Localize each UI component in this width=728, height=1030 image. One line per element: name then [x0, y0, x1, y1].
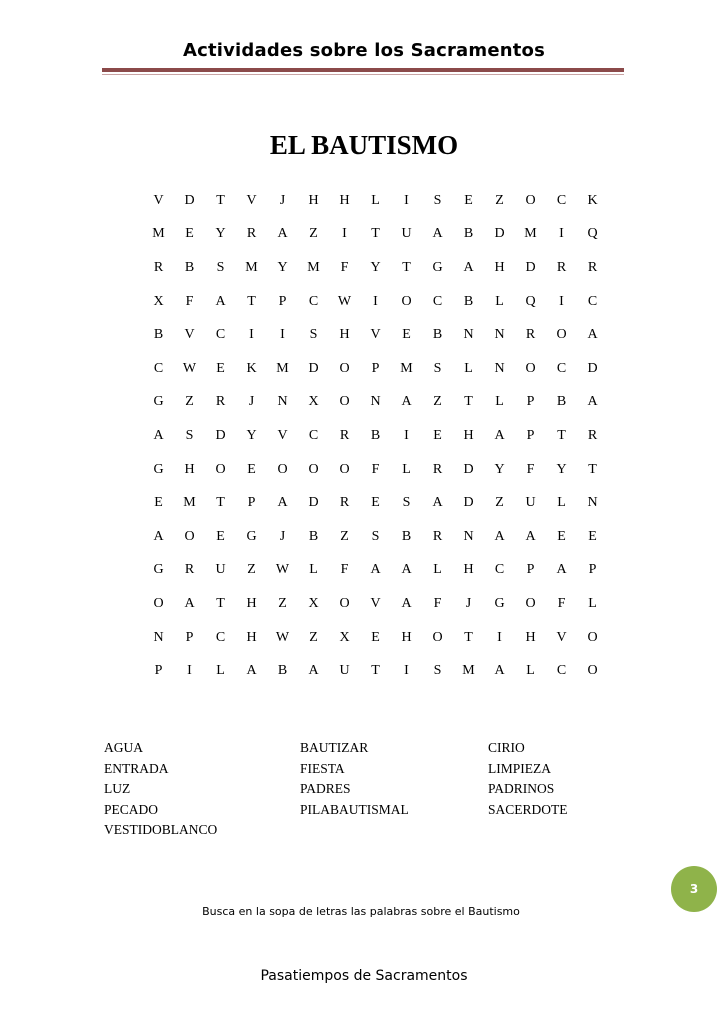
word-list-column-2	[300, 738, 409, 820]
grid-cell: C	[556, 360, 567, 376]
grid-cell: X	[153, 293, 164, 309]
grid-cell: N	[153, 629, 164, 645]
grid-cell: R	[432, 528, 443, 544]
grid-cell: E	[247, 461, 256, 477]
grid-cell: I	[559, 226, 564, 242]
grid-cell: R	[339, 495, 350, 511]
grid-cell: D	[463, 461, 474, 477]
grid-cell: M	[524, 226, 537, 242]
grid-cell: N	[463, 327, 474, 343]
grid-cell: C	[215, 629, 226, 645]
grid-cell: A	[587, 394, 598, 410]
grid-cell: N	[463, 528, 474, 544]
grid-cell: P	[247, 495, 256, 511]
grid-cell: A	[246, 663, 257, 679]
grid-cell: A	[153, 427, 164, 443]
grid-cell: F	[340, 259, 349, 275]
word-list-item: SACERDOTE	[488, 801, 568, 817]
grid-cell: V	[153, 192, 164, 208]
word-list-item: PILABAUTISMAL	[300, 801, 409, 817]
grid-cell: O	[587, 629, 598, 645]
grid-cell: O	[184, 528, 195, 544]
word-list-item: LUZ	[104, 781, 131, 796]
grid-cell: G	[432, 259, 443, 275]
word-list-column-1	[104, 738, 217, 841]
grid-cell: T	[216, 192, 225, 208]
grid-cell: V	[184, 327, 195, 343]
grid-cell: L	[371, 192, 380, 208]
grid-cell: Z	[247, 562, 256, 578]
grid-cell: L	[433, 562, 442, 578]
grid-cell: O	[339, 394, 350, 410]
grid-cell: N	[587, 495, 598, 511]
grid-cell: R	[246, 226, 257, 242]
grid-cell: D	[463, 495, 474, 511]
grid-cell: Y	[556, 461, 567, 477]
grid-cell: B	[184, 259, 195, 275]
footer-text: Pasatiempos de Sacramentos	[260, 968, 468, 984]
grid-cell: O	[339, 595, 350, 611]
grid-cell: A	[494, 427, 505, 443]
grid-cell: N	[370, 394, 381, 410]
grid-cell: I	[280, 327, 285, 343]
grid-cell: U	[401, 226, 412, 242]
grid-cell: R	[339, 427, 350, 443]
grid-cell: C	[308, 293, 319, 309]
grid-cell: Y	[246, 427, 257, 443]
grid-cell: A	[494, 528, 505, 544]
grid-cell: E	[371, 629, 380, 645]
grid-cell: R	[556, 259, 567, 275]
grid-cell: C	[556, 192, 567, 208]
grid-cell: I	[342, 226, 347, 242]
grid-cell: M	[152, 226, 165, 242]
grid-cell: Z	[433, 394, 442, 410]
grid-cell: B	[401, 528, 412, 544]
grid-cell: S	[433, 360, 442, 376]
grid-cell: Z	[309, 629, 318, 645]
grid-cell: P	[526, 562, 535, 578]
grid-cell: L	[495, 394, 504, 410]
word-list-item: PADRINOS	[488, 781, 555, 796]
grid-cell: R	[153, 259, 164, 275]
grid-cell: B	[370, 427, 381, 443]
grid-cell: H	[463, 562, 474, 578]
grid-cell: E	[371, 495, 380, 511]
grid-cell: L	[309, 562, 318, 578]
grid-cell: D	[308, 360, 319, 376]
grid-cell: O	[401, 293, 412, 309]
grid-cell: F	[185, 293, 194, 309]
grid-cell: H	[401, 629, 412, 645]
grid-cell: G	[153, 461, 164, 477]
grid-cell: Z	[340, 528, 349, 544]
grid-cell: T	[464, 394, 473, 410]
grid-cell: L	[216, 663, 225, 679]
grid-cell: R	[587, 427, 598, 443]
grid-cell: X	[308, 595, 319, 611]
grid-cell: S	[371, 528, 380, 544]
grid-cell: D	[587, 360, 598, 376]
grid-cell: N	[494, 360, 505, 376]
grid-cell: S	[309, 327, 318, 343]
grid-cell: O	[525, 192, 536, 208]
grid-cell: A	[525, 528, 536, 544]
grid-cell: A	[153, 528, 164, 544]
grid-cell: U	[215, 562, 226, 578]
header-rule-thick	[102, 68, 624, 72]
grid-cell: Z	[309, 226, 318, 242]
grid-cell: T	[402, 259, 411, 275]
grid-cell: B	[463, 226, 474, 242]
grid-cell: Y	[215, 226, 226, 242]
grid-cell: V	[277, 427, 288, 443]
word-list-item: VESTIDOBLANCO	[104, 822, 218, 837]
grid-cell: H	[339, 327, 350, 343]
grid-cell: F	[433, 595, 442, 611]
grid-cell: H	[494, 259, 505, 275]
grid-cell: T	[216, 495, 225, 511]
grid-cell: C	[556, 663, 567, 679]
grid-cell: E	[433, 427, 442, 443]
grid-cell: L	[402, 461, 411, 477]
grid-cell: R	[525, 327, 536, 343]
grid-cell: O	[339, 360, 350, 376]
grid-cell: H	[246, 595, 257, 611]
grid-cell: F	[371, 461, 380, 477]
grid-cell: H	[525, 629, 536, 645]
word-list-item: PADRES	[300, 781, 351, 796]
grid-cell: X	[308, 394, 319, 410]
grid-cell: J	[279, 528, 286, 544]
grid-cell: R	[215, 394, 226, 410]
grid-cell: P	[526, 394, 535, 410]
grid-cell: C	[432, 293, 443, 309]
grid-cell: Z	[185, 394, 194, 410]
grid-cell: A	[432, 226, 443, 242]
grid-cell: O	[215, 461, 226, 477]
grid-cell: A	[401, 562, 412, 578]
grid-cell: I	[373, 293, 378, 309]
word-list-item: ENTRADA	[104, 760, 169, 776]
grid-cell: C	[308, 427, 319, 443]
grid-cell: A	[494, 663, 505, 679]
grid-cell: B	[277, 663, 288, 679]
grid-cell: R	[587, 259, 598, 275]
grid-cell: E	[557, 528, 566, 544]
grid-cell: S	[433, 663, 442, 679]
grid-cell: V	[370, 327, 381, 343]
instruction-text: Busca en la sopa de letras las palabras sobre el Bautismo	[202, 905, 520, 918]
grid-cell: J	[465, 595, 472, 611]
grid-cell: H	[184, 461, 195, 477]
grid-cell: M	[245, 259, 258, 275]
grid-cell: O	[556, 327, 567, 343]
grid-cell: R	[432, 461, 443, 477]
grid-cell: A	[401, 595, 412, 611]
grid-cell: E	[154, 495, 163, 511]
grid-cell: Z	[495, 495, 504, 511]
grid-cell: A	[308, 663, 319, 679]
grid-cell: K	[587, 192, 598, 208]
grid-cell: O	[308, 461, 319, 477]
grid-cell: P	[588, 562, 597, 578]
grid-cell: T	[371, 226, 380, 242]
grid-cell: H	[463, 427, 474, 443]
grid-cell: C	[215, 327, 226, 343]
grid-cell: G	[494, 595, 505, 611]
grid-cell: E	[185, 226, 194, 242]
grid-cell: A	[277, 495, 288, 511]
grid-cell: A	[432, 495, 443, 511]
grid-cell: I	[497, 629, 502, 645]
word-list-item: PECADO	[104, 801, 159, 817]
grid-cell: O	[277, 461, 288, 477]
grid-cell: A	[556, 562, 567, 578]
grid-cell: E	[464, 192, 473, 208]
grid-cell: L	[526, 663, 535, 679]
grid-cell: G	[153, 562, 164, 578]
grid-cell: I	[404, 192, 409, 208]
grid-cell: Z	[495, 192, 504, 208]
grid-cell: Y	[277, 259, 288, 275]
grid-cell: I	[559, 293, 564, 309]
grid-cell: W	[337, 293, 352, 309]
grid-cell: E	[588, 528, 597, 544]
grid-cell: M	[307, 259, 320, 275]
grid-cell: M	[276, 360, 289, 376]
grid-cell: B	[153, 327, 164, 343]
word-list-item: AGUA	[104, 740, 143, 755]
word-search-grid	[143, 184, 608, 688]
grid-cell: L	[588, 595, 597, 611]
grid-cell: E	[216, 528, 225, 544]
grid-cell: U	[339, 663, 350, 679]
grid-cell: S	[216, 259, 225, 275]
grid-cell: M	[462, 663, 475, 679]
grid-cell: L	[464, 360, 473, 376]
grid-cell: E	[402, 327, 411, 343]
grid-cell: T	[216, 595, 225, 611]
grid-cell: B	[556, 394, 567, 410]
document-title: EL BAUTISMO	[269, 130, 459, 160]
grid-cell: C	[153, 360, 164, 376]
grid-cell: A	[401, 394, 412, 410]
header-rule-thin	[102, 74, 624, 75]
grid-cell: D	[308, 495, 319, 511]
grid-cell: P	[278, 293, 287, 309]
grid-cell: A	[277, 226, 288, 242]
page-number: 3	[689, 882, 699, 896]
grid-cell: F	[340, 562, 349, 578]
grid-cell: S	[433, 192, 442, 208]
grid-cell: D	[215, 427, 226, 443]
grid-cell: Q	[587, 226, 598, 242]
grid-cell: I	[404, 663, 409, 679]
grid-cell: H	[308, 192, 319, 208]
grid-cell: Q	[525, 293, 536, 309]
grid-cell: M	[183, 495, 196, 511]
grid-cell: I	[187, 663, 192, 679]
grid-cell: X	[339, 629, 350, 645]
grid-cell: T	[557, 427, 566, 443]
grid-cell: O	[339, 461, 350, 477]
word-list-item: BAUTIZAR	[300, 740, 369, 755]
grid-cell: N	[494, 327, 505, 343]
grid-cell: O	[153, 595, 164, 611]
grid-cell: R	[184, 562, 195, 578]
grid-cell: W	[182, 360, 197, 376]
grid-cell: T	[371, 663, 380, 679]
word-list-item: CIRIO	[488, 740, 525, 755]
grid-cell: D	[525, 259, 536, 275]
grid-cell: T	[464, 629, 473, 645]
grid-cell: W	[275, 562, 290, 578]
word-list-item: FIESTA	[300, 760, 345, 776]
grid-cell: L	[557, 495, 566, 511]
grid-cell: A	[184, 595, 195, 611]
grid-cell: H	[246, 629, 257, 645]
grid-cell: B	[432, 327, 443, 343]
grid-cell: D	[184, 192, 195, 208]
grid-cell: V	[370, 595, 381, 611]
grid-cell: M	[400, 360, 413, 376]
grid-cell: S	[402, 495, 411, 511]
grid-cell: D	[494, 226, 505, 242]
grid-cell: U	[525, 495, 536, 511]
grid-cell: B	[308, 528, 319, 544]
grid-cell: I	[249, 327, 254, 343]
grid-cell: O	[525, 595, 536, 611]
grid-cell: A	[215, 293, 226, 309]
grid-cell: A	[370, 562, 381, 578]
grid-cell: F	[557, 595, 566, 611]
grid-cell: C	[494, 562, 505, 578]
grid-cell: Y	[494, 461, 505, 477]
grid-cell: W	[275, 629, 290, 645]
grid-cell: P	[526, 427, 535, 443]
grid-cell: O	[525, 360, 536, 376]
grid-cell: K	[246, 360, 257, 376]
grid-cell: V	[246, 192, 257, 208]
grid-cell: T	[247, 293, 256, 309]
grid-cell: J	[248, 394, 255, 410]
grid-cell: N	[277, 394, 288, 410]
grid-cell: P	[185, 629, 194, 645]
grid-cell: P	[154, 663, 163, 679]
grid-cell: P	[371, 360, 380, 376]
grid-cell: O	[587, 663, 598, 679]
grid-cell: J	[279, 192, 286, 208]
grid-cell: C	[587, 293, 598, 309]
grid-cell: T	[588, 461, 597, 477]
grid-cell: I	[404, 427, 409, 443]
grid-cell: A	[587, 327, 598, 343]
grid-cell: O	[432, 629, 443, 645]
grid-cell: H	[339, 192, 350, 208]
grid-cell: L	[495, 293, 504, 309]
grid-cell: Z	[278, 595, 287, 611]
grid-cell: S	[185, 427, 194, 443]
grid-cell: Y	[370, 259, 381, 275]
grid-cell: G	[153, 394, 164, 410]
grid-cell: E	[216, 360, 225, 376]
word-list-item: LIMPIEZA	[488, 760, 551, 776]
grid-cell: V	[556, 629, 567, 645]
word-list-column-3	[488, 738, 568, 820]
grid-cell: G	[246, 528, 257, 544]
grid-cell: A	[463, 259, 474, 275]
grid-cell: F	[526, 461, 535, 477]
grid-cell: B	[463, 293, 474, 309]
header-title: Actividades sobre los Sacramentos	[182, 40, 546, 61]
